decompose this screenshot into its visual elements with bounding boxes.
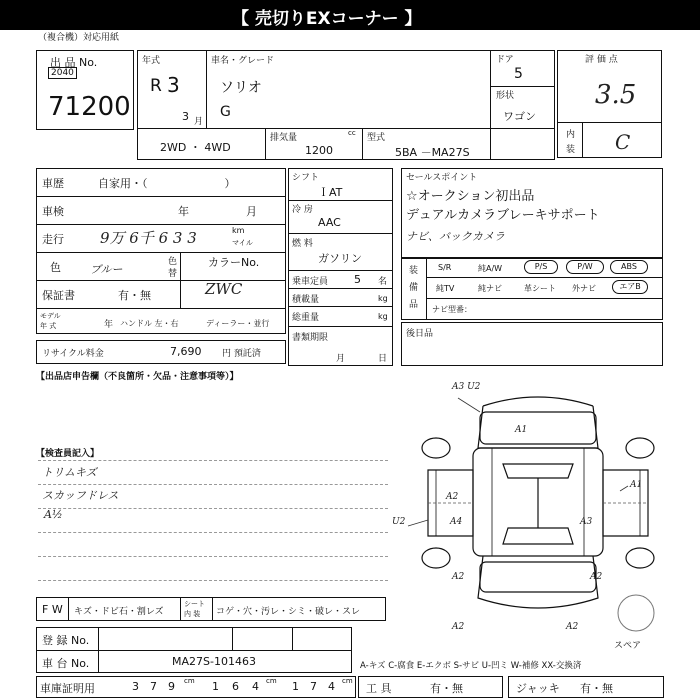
car-name: ソリオ — [220, 80, 262, 96]
history-label: 車歴 — [42, 177, 64, 190]
model-year-label-2: 年 式 — [40, 322, 57, 330]
diagram-mark-a4: A4 — [450, 517, 463, 527]
doc-deadline-label: 書類期限 — [292, 333, 329, 343]
cert-unit-1: cm — [184, 677, 195, 685]
seat-label-2: 内 装 — [184, 610, 201, 618]
fw-label: F W — [42, 603, 63, 616]
fuel-label: 燃 料 — [292, 239, 313, 249]
equip-navi-model: ナビ型番： — [432, 305, 472, 314]
model-year-label-1: モデル — [40, 312, 61, 320]
cert-digit-8: 7 — [310, 680, 317, 693]
sales-point-line3: ナビ、バックカメラ — [406, 230, 505, 243]
jack-label: ジャッキ — [516, 682, 560, 695]
drive-type: 2WD ・ 4WD — [160, 141, 231, 154]
shape-value: ワゴン — [503, 110, 536, 123]
cert-label: 車庫証明用 — [40, 682, 95, 695]
doc-deadline-day: 日 — [378, 354, 388, 364]
displacement-value: 1200 — [305, 144, 333, 157]
registration-label: 登 録 No. — [42, 634, 90, 647]
lot-label: 出 品 No. — [50, 56, 98, 69]
cert-digit-4: 1 — [212, 680, 219, 693]
equip-ps: P/S — [524, 260, 558, 274]
cert-digit-9: 4 — [328, 680, 335, 693]
score-label: 評 価 点 — [585, 55, 618, 65]
equip-aw: 純A/W — [478, 264, 503, 273]
equip-leather: 革シート — [524, 284, 556, 293]
damage-legend: A-キズ C-腐食 E-エクボ S-サビ U-凹ミ W-補修 XX-交換済 — [360, 661, 582, 671]
diagram-mark-a1-right: A1 — [630, 480, 643, 490]
recycle-value: 7,690 — [170, 345, 202, 358]
inspector-line1: トリムキズ — [42, 466, 97, 479]
interior-label-1: 内 — [566, 130, 576, 140]
mileage-unit-km: km — [232, 226, 245, 235]
jack-value: 有・無 — [580, 682, 613, 695]
load-unit: kg — [378, 294, 388, 303]
displacement-unit: cc — [348, 129, 356, 137]
color-label: 色 — [50, 261, 61, 274]
model-label: 型式 — [367, 133, 386, 143]
model-year-dealer: ディーラー・並行 — [206, 319, 270, 328]
car-label: 車名・グレード — [211, 56, 275, 66]
form-type: （複合機）対応用紙 — [38, 33, 120, 43]
tools-label: 工 具 — [366, 682, 392, 695]
model-year-year: 年 — [104, 320, 114, 330]
weight-label: 総重量 — [292, 313, 320, 323]
doc-deadline-month: 月 — [336, 354, 346, 364]
spare-label: スペア — [614, 641, 642, 651]
lot-sub: 2040 — [48, 67, 77, 79]
ac-value: AAC — [318, 216, 341, 229]
sales-point-line1: ☆オークション初出品 — [406, 189, 535, 204]
seller-notes-label: 【出品店申告欄（不良箇所・欠品・注意事項等）】 — [36, 372, 239, 382]
recycle-label: リサイクル料金 — [42, 349, 104, 359]
color-change-label-1: 色 — [168, 257, 178, 267]
interior-value: C — [615, 130, 631, 154]
color-value: ブルー — [90, 263, 123, 276]
displacement-label: 排気量 — [270, 133, 298, 143]
chassis-label: 車 台 No. — [42, 657, 90, 670]
diagram-mark-a3-right: A3 — [580, 517, 593, 527]
diagram-mark-u2-left: U2 — [392, 517, 406, 527]
diagram-mark-top: A3 U2 — [452, 382, 481, 392]
later-date-label: 後日品 — [406, 329, 434, 339]
capacity-unit: 名 — [378, 277, 388, 287]
equip-navi: 純ナビ — [478, 284, 502, 293]
equipment-label-2: 備 — [409, 283, 419, 293]
load-label: 積載量 — [292, 295, 320, 305]
inspection-label: 車検 — [42, 205, 64, 218]
shape-label: 形状 — [496, 91, 515, 101]
later-date-box — [401, 322, 663, 366]
inspector-label: 【検査員記入】 — [36, 449, 100, 459]
shift-value: ＩAT — [318, 186, 343, 199]
fuel-value: ガソリン — [318, 252, 362, 265]
equip-pw: P/W — [566, 260, 604, 274]
year-value: 3 — [167, 73, 180, 97]
header-title: 【 売切りEXコーナー 】 — [232, 9, 422, 29]
color-code-label: カラーNo. — [208, 256, 260, 269]
cert-digit-6: 4 — [252, 680, 259, 693]
chassis-value: MA27S-101463 — [172, 655, 256, 668]
equipment-label-3: 品 — [409, 300, 419, 310]
fw-text: キズ・ドビ石・割レズ — [74, 607, 164, 617]
mileage-value: 9万 6千 6 3 3 — [100, 229, 197, 247]
lot-number: 71200 — [48, 92, 131, 122]
diagram-mark-a1-top: A1 — [515, 425, 528, 435]
year-month-unit: 月 — [194, 117, 204, 127]
inspection-year: 年 — [178, 205, 189, 218]
equipment-label-1: 装 — [409, 266, 419, 276]
color-code-value: ZWC — [205, 280, 243, 298]
year-era: R — [150, 76, 162, 96]
equip-airbag: エアB — [612, 280, 648, 294]
cert-digit-3: 9 — [168, 680, 175, 693]
model-year-handle: ハンドル 左・右 — [120, 319, 179, 328]
recycle-unit: 円 預託済 — [222, 349, 261, 359]
doors-value: 5 — [514, 66, 523, 82]
car-grade: G — [220, 104, 231, 120]
model-value: 5BA －MA27S — [395, 146, 470, 159]
details-grid — [36, 168, 286, 334]
cert-unit-3: cm — [342, 677, 353, 685]
cert-digit-5: 6 — [232, 680, 239, 693]
interior-label-2: 装 — [566, 145, 576, 155]
year-label: 年式 — [142, 56, 161, 66]
ac-label: 冷 房 — [292, 205, 313, 215]
tools-value: 有・無 — [430, 682, 463, 695]
weight-unit: kg — [378, 312, 388, 321]
mileage-unit-mile: マイル — [232, 239, 253, 247]
car-damage-diagram — [388, 378, 688, 638]
inspection-month: 月 — [246, 205, 257, 218]
equip-abs: ABS — [610, 260, 648, 274]
equip-sr: S/R — [438, 263, 452, 272]
score-value: 3.5 — [595, 80, 637, 110]
capacity-label: 乗車定員 — [292, 277, 329, 287]
color-change-label-2: 替 — [168, 269, 178, 279]
diagram-mark-a2-br: A2 — [590, 572, 603, 582]
cert-digit-1: 3 — [132, 680, 139, 693]
diagram-mark-a2-bottom-left: A2 — [452, 622, 465, 632]
sales-point-line2: デュアルカメラブレーキサポート — [406, 208, 600, 223]
cert-digit-7: 1 — [292, 680, 299, 693]
shift-label: シフト — [292, 173, 320, 183]
diagram-mark-a2-left: A2 — [446, 492, 459, 502]
diagram-mark-a2-bl: A2 — [452, 572, 465, 582]
diagram-mark-a2-bottom-right: A2 — [566, 622, 579, 632]
seat-text: コゲ・穴・汚レ・シミ・破レ・スレ — [216, 607, 361, 617]
cert-unit-2: cm — [266, 677, 277, 685]
history-value: 自家用・（ ） — [98, 177, 236, 190]
sales-point-label: セールスポイント — [406, 173, 478, 183]
equip-tv: 純TV — [436, 284, 455, 293]
equip-ext-navi: 外ナビ — [572, 284, 596, 293]
warranty-label: 保証書 — [42, 289, 75, 302]
seat-label-1: シート — [184, 600, 205, 608]
mileage-label: 走行 — [42, 233, 64, 246]
capacity-value: 5 — [354, 273, 361, 286]
inspector-line2: スカッフドレス — [42, 489, 119, 502]
year-month: 3 — [182, 110, 189, 123]
doors-label: ドア — [496, 55, 514, 65]
inspector-line3: A½ — [44, 508, 63, 521]
warranty-value: 有・無 — [118, 289, 151, 302]
cert-digit-2: 7 — [150, 680, 157, 693]
